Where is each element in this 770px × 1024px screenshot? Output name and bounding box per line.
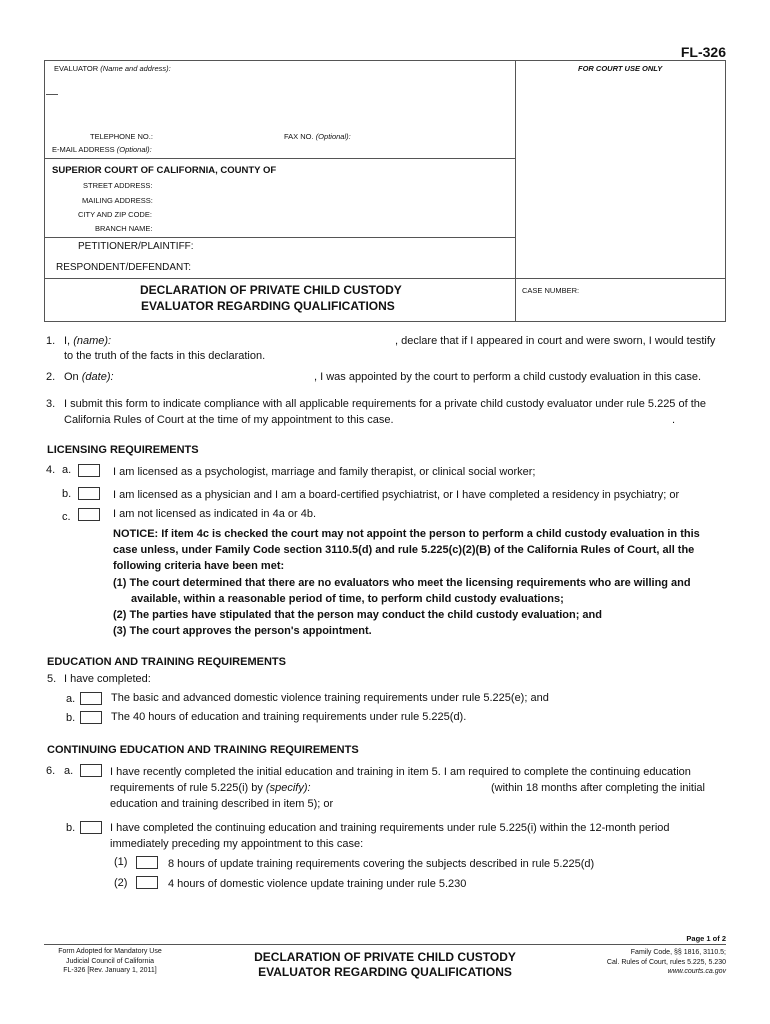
item3-number: 3. [46, 398, 56, 410]
header-rule-3 [44, 278, 726, 279]
criteria-3: (3) The court approves the person's appointment. [113, 625, 372, 637]
court-name: SUPERIOR COURT OF CALIFORNIA, COUNTY OF [52, 165, 277, 176]
item5b-checkbox[interactable] [80, 711, 102, 724]
form-id: FL-326 [680, 44, 726, 60]
item3-text-line2: California Rules of Court at the time of my appointment to this case. [64, 414, 394, 426]
petitioner-label: PETITIONER/PLAINTIFF: [78, 241, 194, 252]
item5a-letter: a. [66, 693, 76, 705]
header-right-border [725, 60, 726, 321]
header-rule-1 [44, 158, 515, 159]
header-top-border [44, 60, 726, 61]
item6b-text: I have completed the continuing education and training requirements under rule 5.225(i) within the 12-month period [110, 822, 670, 834]
email-label: E-MAIL ADDRESS (Optional): [52, 145, 152, 154]
item4a-letter: a. [62, 464, 72, 476]
item5a-checkbox[interactable] [80, 692, 102, 705]
criteria-2: (2) The parties have stipulated that the person may conduct the child custody evaluation; and [113, 609, 602, 621]
item1-text: I, (name): [64, 335, 112, 347]
item5-intro: I have completed: [64, 673, 151, 685]
header-bottom-border [44, 321, 726, 322]
item6b1-text: 8 hours of update training requirements covering the subjects described in rule 5.225(d) [168, 858, 595, 870]
item6a-text-line2: requirements of rule 5.225(i) by (specify): [110, 782, 311, 794]
footer-left: Form Adopted for Mandatory Use Judicial Council of California FL-326 [Rev. January 1, 2011] [58, 948, 162, 974]
branch-label: BRANCH NAME: [95, 224, 153, 233]
respondent-label: RESPONDENT/DEFENDANT: [56, 262, 192, 273]
item6b1-checkbox[interactable] [136, 856, 158, 869]
item4c-text: I am not licensed as indicated in 4a or 4b. [113, 508, 317, 520]
item1-text-cont: , declare that if I appeared in court and were sworn, I would testify [395, 335, 716, 347]
item3-period: . [672, 414, 676, 426]
item3-text: I submit this form to indicate compliance with all applicable requirements for a private child custody evaluator under rule 5.225 of the [64, 398, 707, 410]
city-label: CITY AND ZIP CODE: [78, 210, 152, 219]
notice-line2: case unless, under Family Code section 3110.5(d) and rule 5.225(c)(2)(B) of the California Rules of Court, all the [113, 544, 695, 556]
item2-text-cont: , I was appointed by the court to perform a child custody evaluation in this case. [314, 371, 702, 383]
item1-text-line2: to the truth of the facts in this declaration. [64, 350, 266, 362]
item4b-checkbox[interactable] [78, 487, 100, 500]
item5-number: 5. [47, 673, 57, 685]
case-number-label: CASE NUMBER: [522, 286, 580, 295]
item2-number: 2. [46, 371, 56, 383]
item4b-text: I am licensed as a physician and I am a board-certified psychiatrist, or I have completed a residency in psychiatry; or [113, 489, 680, 501]
footer-title: DECLARATION OF PRIVATE CHILD CUSTODY EVALUATOR REGARDING QUALIFICATIONS [254, 950, 516, 979]
item4-number: 4. [46, 464, 56, 476]
item6b-text-line2: immediately preceding my appointment to this case: [110, 838, 364, 850]
continuing-heading: CONTINUING EDUCATION AND TRAINING REQUIREMENTS [47, 744, 359, 756]
item5b-text: The 40 hours of education and training requirements under rule 5.225(d). [111, 711, 467, 723]
telephone-label: TELEPHONE NO.: [90, 132, 153, 141]
item2-text: On (date): [64, 371, 114, 383]
mailing-label: MAILING ADDRESS: [82, 196, 153, 205]
notice-line3: following criteria have been met: [113, 560, 285, 572]
education-heading: EDUCATION AND TRAINING REQUIREMENTS [47, 656, 286, 668]
item6b2-text: 4 hours of domestic violence update training under rule 5.230 [168, 878, 467, 890]
notice-line1: NOTICE: If item 4c is checked the court may not appoint the person to perform a child custody evaluation in this [113, 528, 700, 540]
street-label: STREET ADDRESS: [83, 181, 153, 190]
form-title-line1: DECLARATION OF PRIVATE CHILD CUSTODY [140, 283, 402, 297]
footer-rule [44, 944, 726, 945]
item6b-checkbox[interactable] [80, 821, 102, 834]
page-number: Page 1 of 2 [686, 934, 726, 943]
item4c-letter: c. [62, 511, 71, 523]
evaluator-label: EVALUATOR (Name and address): [54, 64, 171, 73]
header-left-border [44, 60, 45, 321]
item5b-letter: b. [66, 712, 76, 724]
item5a-text: The basic and advanced domestic violence training requirements under rule 5.225(e); and [111, 692, 549, 704]
header-divider [515, 60, 516, 321]
name-field-line [46, 94, 58, 95]
item4b-letter: b. [62, 488, 72, 500]
criteria-1-cont: available, within a reasonable period of time, to perform child custody evaluations; [131, 593, 564, 605]
item4c-checkbox[interactable] [78, 508, 100, 521]
item6b2-checkbox[interactable] [136, 876, 158, 889]
item1-number: 1. [46, 335, 56, 347]
criteria-1: (1) The court determined that there are no evaluators who meet the licensing requirements who are willing and [113, 577, 691, 589]
header-rule-2 [44, 237, 515, 238]
footer-right: Family Code, §§ 1816, 3110.5; Cal. Rules of Court, rules 5.225, 5.230 www.courts.ca.gov [606, 949, 726, 975]
item6b-letter: b. [66, 822, 76, 834]
court-use-label: FOR COURT USE ONLY [578, 64, 663, 73]
item6b1-number: (1) [114, 856, 128, 868]
item6a-letter: a. [64, 765, 74, 777]
fax-label: FAX NO. (Optional): [284, 132, 351, 141]
licensing-heading: LICENSING REQUIREMENTS [47, 444, 199, 456]
form-title-line2: EVALUATOR REGARDING QUALIFICATIONS [141, 299, 395, 313]
item4a-text: I am licensed as a psychologist, marriage and family therapist, or clinical social worker; [113, 466, 536, 478]
item6a-text: I have recently completed the initial education and training in item 5. I am required to complete the continuing education [110, 766, 691, 778]
item6b2-number: (2) [114, 877, 128, 889]
item6a-text-line3: education and training described in item 5); or [110, 798, 334, 810]
item6-number: 6. [46, 765, 56, 777]
item6a-checkbox[interactable] [80, 764, 102, 777]
item6a-text-line2-cont: (within 18 months after completing the initial [491, 782, 705, 794]
courts-website-link[interactable]: www.courts.ca.gov [667, 968, 726, 975]
item4a-checkbox[interactable] [78, 464, 100, 477]
